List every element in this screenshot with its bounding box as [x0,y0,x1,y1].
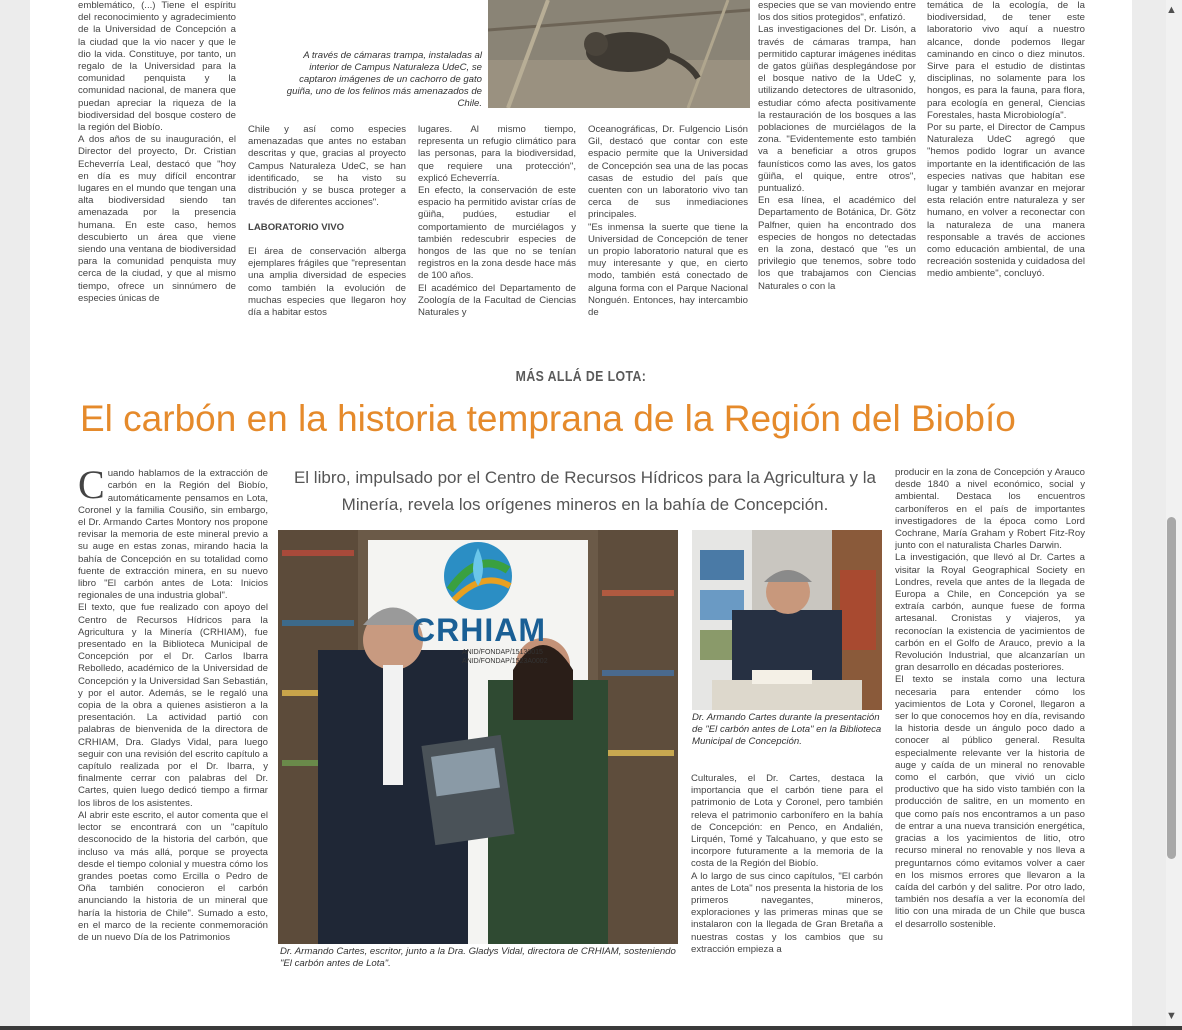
article-col1-text: uando hablamos de la extracción de carbón en la Región del Biobío, automáticamente pensamos en Lota, Coronel y la familia Cousiño, sin embargo, el Dr. Armando Cartes Montory nos propone revisar la memoria de este mineral previo a su auge en estas zonas, mirando hacia la bahía de Concepción en su totalidad como fuente de extracción minera, en su nuevo libro "El carbón antes de Lota: Inicios regionales de una industria global". El texto, que fue realizado con apoyo del Centro de Recursos Hídricos para la Agricultura y la Minería (CRHIAM), fue presentado en la Biblioteca Municipal de Concepción por el Dr. Carlos Ibarra Rebolledo, académico de la Universidad de Concepción y la Universidad San Sebastián, y por el autor. Además, se le regaló una copia de la obra a quienes asistieron a la presentación. La actividad partió con palabras de bienvenida de la directora de CRHIAM, Dra. Gladys Vidal, para luego seguir con una revisión del escrito capítulo a capítulo realizada por el Dr. Ibarra, y finalmente cerrar con palabras del Dr. Cartes, quien luego dedicó tiempo a firmar los libros de los asistentes. Al abrir este escrito, el autor comenta que el lector se encontrará con un "capítulo desconocido de la historia del carbón, que incluso va más allá, porque se proyecta desde el tiempo colonial y muestra cómo los grandes poetas como Ercilla o Pedro de Oña también conocieron el carbón anunciando la historia de un mineral que haría la historia de Chile". Sumado a esto, en el marco de la reciente conmemoración de un nuevo Día de los Patrimonios [78,468,268,943]
scrollbar-thumb[interactable] [1167,517,1176,859]
top-col2-subhead: LABORATORIO VIVO [248,222,345,233]
top-col3: lugares. Al mismo tiempo, representa un refugio climático para las personas, para la biodiversidad, que requiere una protección", explicó Echeverría. En efecto, la conservación de este espacio ha permitido avistar crías de güiña, pudúes, estudiar el comportamiento de murciélagos y también redescubrir especies de hongos de las que no se tenían registros en la zona desde hace más de 100 años. El académico del Departamento de Zoología de la Facultad de Ciencias Naturales y [418,124,576,319]
scroll-up-arrow-icon[interactable]: ▲ [1166,4,1177,16]
scroll-down-arrow-icon[interactable]: ▼ [1166,1010,1177,1022]
top-col5: especies que se van moviendo entre los dos sitios protegidos", enfatizó. Las investigaciones del Dr. Lisón, a través de cámaras trampa, han permitido capturar imágenes inéditas de gatos güiñas desplegándose por el bosque nativo de la UdeC y, utilizando detectores de ultrasonido, estudiar cómo afecta positivamente la restauración de los bosques a las poblaciones de murciélagos de la zona. "Evidentemente esto también va a beneficiar a otros grupos faunísticos como las aves, los gatos güiña, el quique, entre otros", puntualizó. En esa línea, el académico del Departamento de Botánica, Dr. Götz Palfner, quien ha encontrado dos especies de hongos no detectadas en la zona, destacó que "es un privilegio que tenemos, sobre todo los que trabajamos con Ciencias Naturales o con la [758,0,916,292]
drop-cap: C [78,462,105,508]
article-deck: El libro, impulsado por el Centro de Recursos Hídricos para la Agricultura y la Minería, revela los orígenes mineros en la bahía de Concepción. [293,468,877,514]
crhiam-banner-sub: ANID/FONDAP/15130015 ANID/FONDAP/1523A0002 [462,649,548,665]
main-photo [278,530,678,944]
top-photo-caption: A través de cámaras trampa, instaladas al interior de Campus Naturaleza UdeC, se captaron imágenes de un cachorro de gato guiña, uno de los felinos más amenazados de Chile. [286,50,482,109]
main-photo-caption: Dr. Armando Cartes, escritor, junto a la Dra. Gladys Vidal, directora de CRHIAM, sosteniendo "El carbón antes de Lota". [280,946,676,969]
crhiam-banner-logo: CRHIAM [412,612,546,648]
top-col4: Oceanográficas, Dr. Fulgencio Lisón Gil, destacó que contar con este espacio permite que la Universidad de Concepción sea una de las pocas casas de estudio del país que cuenten con un laboratorio vivo tan cerca de sus inmediaciones principales. "Es inmensa la suerte que tiene la Universidad de Concepción de tener un propio laboratorio natural que es muy interesante y que, en cierto modo, también está conectado de alguna forma con el Parque Nacional Nonguén. Entonces, hay intercambio de [588,124,748,319]
top-col2b: El área de conservación alberga ejemplares frágiles que "representan una amplia diversidad de especies como también la evolución de muchas especies que llegaron hoy día a habitar estos [248,246,406,319]
newspaper-page [30,0,1132,1026]
article-col3: Culturales, el Dr. Cartes, destaca la importancia que el carbón tiene para el patrimonio de Lota y Coronel, pero también releva el patrimonio carbonífero en la bahía de Concepción: en Penco, en Andalién, Lirquén, Tomé y Talcahuano, y que esto se incorpore futuramente a la memoria de la costa de la Región del Biobío. A lo largo de sus cinco capítulos, "El carbón antes de Lota" nos presenta la historia de los primeros navegantes, mineros, exploraciones y las primeras minas que se instalaron con la llegada de Gran Bretaña a nuestras costas y los cambios que su extracción empieza a [691,773,883,955]
guina-photo [488,0,750,108]
vertical-scrollbar[interactable] [1166,0,1182,1030]
article-headline: El carbón en la historia temprana de la Región del Biobío [80,398,1016,439]
top-col1: emblemático, (...) Tiene el espíritu del reconocimiento y agradecimiento de la Universidad de Concepción a la ciudad que la vio nacer y que le dio la vida. Constituye, por tanto, un regalo de la Universidad para la comunidad penquista y la comunidad nacional, de manera que puedan apreciar la riqueza de la biodiversidad del bosque costero de la región del Biobío. A dos años de su inauguración, el Director del proyecto, Dr. Cristian Echeverría Leal, destacó que "hoy en día es muy difícil encontrar lugares en el mundo que tengan una alta biodiversidad siendo tan amenazada por la presencia humana. En este caso, hemos descubierto un área que viene siendo una ventana de biodiversidad para la comunidad penquista muy cerca de la ciudad, y que al mismo tiempo, ofrece un sinnúmero de especies únicas de [78,0,236,304]
article-kicker: MÁS ALLÁ DE LOTA: [515,368,647,385]
article-col1 [78,456,268,972]
side-photo-caption: Dr. Armando Cartes durante la presentación de "El carbón antes de Lota" en la Biblioteca Municipal de Concepción. [692,712,882,747]
side-photo [692,530,882,710]
top-col2a: Chile y así como especies amenazadas que antes no estaban descritas y que, gracias al proyecto Campus Naturaleza UdeC, se han identificado, se ha visto su distribución y se busca proteger a través de diferentes acciones". [248,124,406,209]
top-col6: temática de la ecología, de la biodiversidad, de tener este laboratorio vivo aquí a nuestro alcance, donde podemos llegar caminando en cinco o diez minutos. Sirve para el estudio de distintas disciplinas, no solamente para los hongos, es para la fauna, para flora, para ecología en general, Ciencias Forestales, hasta Microbiología". Por su parte, el Director de Campus Naturaleza UdeC agregó que "hemos podido lograr un avance importante en la identificación de las especies nativas que habitan ese lugar y también avanzar en mejorar esta relación entre naturaleza y ser humano, en volver a reconectar con la naturaleza de una manera responsable a través de acciones como educación ambiental, de una recreación sostenida y cuidadosa del medio ambiente", concluyó. [927,0,1085,280]
article-col4: producir en la zona de Concepción y Arauco desde 1840 a nivel económico, social y ambiental. Destaca los encuentros carboníferos en el país de importantes investigadores de la época como Lord Cochrane, María Graham y Robert Fitz-Roy junto con el naturalista Charles Darwin. La investigación, que llevó al Dr. Cartes a visitar la Royal Geographical Society en Londres, revela que antes de la llegada de Europa a Chile, en Concepción ya se extraía carbón, aunque fuese de forma artesanal. Cronistas y viajeros, ya reconocían la existencia de yacimientos de carbón en el Golfo de Arauco, previo a la Revolución Industrial, que alcanzarían un gran desarrollo en décadas posteriores. El texto se instala como una lectura necesaria para entender cómo los yacimientos de Lota y Coronel, llegaron a ser lo que conocemos hoy en día, revisando la historia desde un ángulo poco dado a conocer al público general. Resulta especialmente relevante ver la historia de auge y caída de un mineral no renovable como el carbón, que vivió un ciclo productivo que ha sido visto también con la producción de salitre, en un momento en que como país nos encontramos a un paso de entrar a una nueva transición energética, gracias a los yacimientos de litio, otro recurso mineral no renovable y nos lleva a preguntarnos cómo evitamos volver a caer en los mismos errores que llevaron a la caída del carbón y del salitre. Por otro lado, también nos desafía a ver la economía del litio con una mirada de un Chile que busca el desarrollo sostenible. [895,467,1085,930]
bottom-border [0,1026,1182,1030]
